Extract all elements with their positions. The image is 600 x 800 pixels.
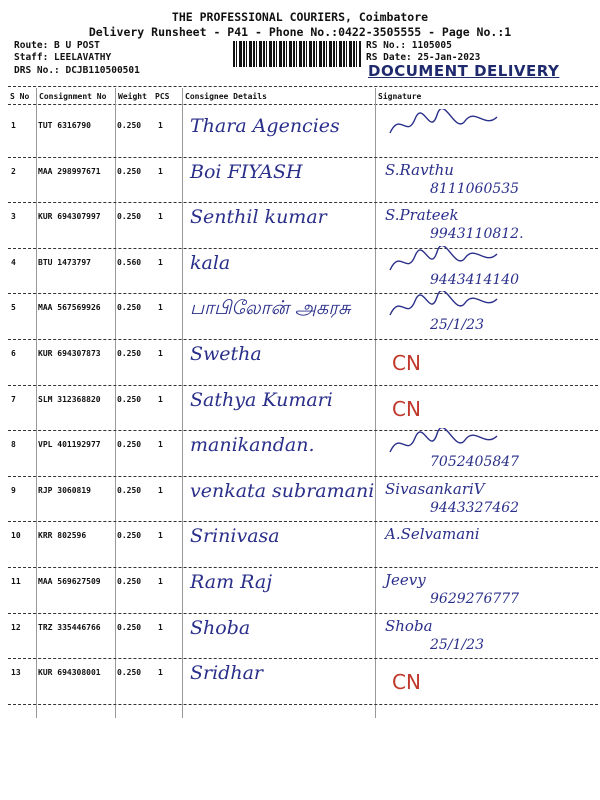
row-weight: 0.250	[117, 440, 142, 450]
consignee-name: Boi FIYASH	[190, 160, 303, 183]
col-consignment: Consignment No	[39, 92, 107, 101]
row-consignment-no: TUT 6316790	[38, 121, 91, 130]
row-weight: 0.250	[117, 121, 142, 130]
signature-text: Shoba	[385, 616, 433, 635]
row-consignment-no: KUR 694307873	[38, 349, 101, 358]
row-weight: 0.250	[117, 531, 142, 541]
cn-mark: CN	[392, 670, 421, 695]
row-consignment-no: MAA 569627509	[38, 577, 101, 586]
col-sno: S No	[10, 92, 30, 101]
signature-phone: 25/1/23	[430, 317, 484, 334]
rs-date: RS Date: 25-Jan-2023	[366, 52, 481, 63]
row-sno: 3	[11, 212, 16, 222]
row-weight: 0.560	[117, 257, 142, 267]
consignee-name: Thara Agencies	[190, 115, 340, 137]
signature-phone: 8111060535	[430, 180, 520, 197]
row-pcs: 1	[158, 303, 163, 313]
row-divider	[8, 476, 598, 477]
cn-mark: CN	[392, 351, 421, 375]
row-weight: 0.250	[117, 349, 142, 358]
col-weight: Weight	[118, 92, 147, 101]
signature-phone: 9443327462	[430, 499, 520, 516]
row-consignment-no: KUR 694308001	[38, 668, 101, 678]
row-sno: 6	[11, 349, 16, 358]
signature-scribble	[385, 109, 505, 143]
signature-phone: 9943110812.	[430, 226, 524, 243]
row-sno: 5	[11, 303, 16, 313]
row-pcs: 1	[158, 440, 163, 450]
staff-label: Staff: LEELAVATHY	[14, 52, 112, 63]
row-divider	[8, 704, 598, 705]
row-pcs: 1	[158, 349, 163, 358]
row-consignment-no: KUR 694307997	[38, 212, 101, 222]
row-consignment-no: SLM 312368820	[38, 394, 101, 404]
document-subtitle: Delivery Runsheet - P41 - Phone No.:0422-3505555 - Page No.:1	[88, 25, 512, 39]
row-sno: 13	[11, 668, 21, 678]
row-consignment-no: KRR 802596	[38, 531, 87, 541]
row-divider	[8, 430, 598, 431]
row-sno: 10	[11, 531, 21, 541]
column-header-rule	[8, 104, 598, 105]
row-weight: 0.250	[117, 622, 142, 632]
row-consignment-no: MAA 298997671	[38, 166, 101, 176]
row-sno: 4	[11, 257, 16, 267]
row-divider	[8, 293, 598, 294]
row-weight: 0.250	[117, 303, 142, 313]
row-consignment-no: VPL 401192977	[38, 440, 101, 450]
row-pcs: 1	[158, 121, 163, 130]
row-consignment-no: MAA 567569926	[38, 303, 101, 313]
row-divider	[8, 613, 598, 614]
consignee-name: Srinivasa	[190, 525, 280, 548]
row-divider	[8, 521, 598, 522]
consignee-name: Sridhar	[190, 662, 263, 685]
col-pcs: PCS	[155, 92, 170, 101]
consignee-name: Ram Raj	[190, 571, 273, 593]
row-weight: 0.250	[117, 668, 142, 678]
row-pcs: 1	[158, 668, 163, 678]
document-delivery-stamp: DOCUMENT DELIVERY	[368, 62, 560, 80]
signature-text: A.Selvamani	[385, 525, 480, 544]
row-sno: 12	[11, 622, 21, 632]
row-weight: 0.250	[117, 166, 142, 176]
row-sno: 9	[11, 485, 16, 495]
row-divider	[8, 658, 598, 659]
col-divider	[182, 88, 183, 718]
document-title: THE PROFESSIONAL COURIERS, Coimbatore	[171, 10, 429, 24]
row-divider	[8, 567, 598, 568]
consignee-name: Senthil kumar	[190, 206, 327, 229]
row-sno: 1	[11, 121, 16, 130]
signature-text: S.Prateek	[385, 206, 459, 225]
signature-text: S.Ravthu	[385, 160, 454, 179]
row-pcs: 1	[158, 622, 163, 632]
row-divider	[8, 157, 598, 158]
drs-number: DRS No.: DCJB110500501	[14, 65, 140, 76]
col-details: Consignee Details	[185, 92, 267, 101]
signature-phone: 7052405847	[430, 454, 520, 471]
row-pcs: 1	[158, 257, 163, 267]
row-pcs: 1	[158, 212, 163, 222]
row-pcs: 1	[158, 531, 163, 541]
signature-phone: 9629276777	[430, 591, 520, 607]
signature-phone: 9443414140	[430, 271, 520, 288]
row-divider	[8, 202, 598, 203]
route-label: Route: B U POST	[14, 40, 100, 51]
row-consignment-no: BTU 1473797	[38, 257, 91, 267]
row-pcs: 1	[158, 394, 163, 404]
signature-phone: 25/1/23	[430, 636, 484, 653]
row-weight: 0.250	[117, 212, 142, 222]
consignee-name: Swetha	[190, 343, 262, 365]
consignee-name: பாபிலோன் அகரசு	[190, 297, 351, 320]
signature-text: SivasankariV	[385, 479, 485, 498]
row-sno: 8	[11, 440, 16, 450]
signature-text: Jeevy	[385, 571, 426, 589]
consignee-name: Shoba	[190, 616, 251, 639]
col-divider	[115, 88, 116, 718]
row-weight: 0.250	[117, 394, 142, 404]
row-sno: 11	[11, 577, 21, 586]
header-rule	[8, 86, 598, 87]
row-divider	[8, 385, 598, 386]
row-pcs: 1	[158, 577, 163, 586]
cn-mark: CN	[392, 396, 421, 421]
consignee-name: kala	[190, 251, 231, 274]
col-divider	[375, 88, 376, 718]
row-divider	[8, 339, 598, 340]
barcode	[233, 41, 361, 67]
consignee-name: manikandan.	[190, 434, 315, 457]
row-pcs: 1	[158, 166, 163, 176]
row-consignment-no: RJP 3060819	[38, 485, 91, 495]
consignee-name: venkata subramani	[190, 479, 375, 502]
row-pcs: 1	[158, 485, 163, 495]
row-consignment-no: TRZ 335446766	[38, 622, 101, 632]
rs-number: RS No.: 1105005	[366, 40, 452, 51]
col-signature: Signature	[378, 92, 422, 101]
row-divider	[8, 248, 598, 249]
col-divider	[36, 88, 37, 718]
row-sno: 2	[11, 166, 16, 176]
row-weight: 0.250	[117, 577, 142, 586]
consignee-name: Sathya Kumari	[190, 388, 333, 411]
row-sno: 7	[11, 394, 16, 404]
row-weight: 0.250	[117, 485, 142, 495]
